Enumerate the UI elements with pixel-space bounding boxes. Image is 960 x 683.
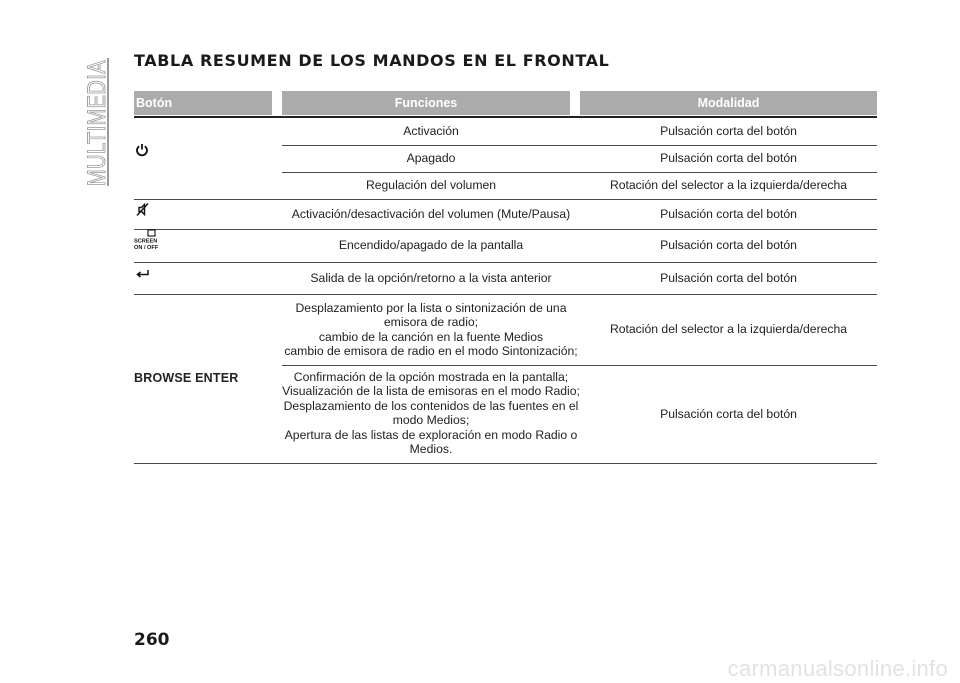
row-modalidad: Pulsación corta del botón xyxy=(580,145,877,172)
power-button-cell xyxy=(134,118,282,199)
row-modalidad: Pulsación corta del botón xyxy=(580,262,877,294)
funcion-line: Medios. xyxy=(409,442,453,456)
header-boton: Botón xyxy=(134,91,272,115)
funcion-line: cambio de la canción en la fuente Medios xyxy=(318,329,544,344)
table-body xyxy=(134,118,877,464)
row-modalidad: Pulsación corta del botón xyxy=(580,118,877,145)
table-row xyxy=(134,199,877,229)
table-row xyxy=(134,229,877,262)
page-number: 260 xyxy=(134,630,170,650)
row-modalidad: Pulsación corta del botón xyxy=(580,199,877,229)
power-icon xyxy=(135,143,149,161)
row-modalidad: Pulsación corta del botón xyxy=(580,229,877,262)
row-funcion xyxy=(282,365,580,463)
row-modalidad: Rotación del selector a la izquierda/derecha xyxy=(580,294,877,365)
mute-button-cell xyxy=(134,199,282,229)
table-row xyxy=(134,118,877,145)
screen-button-cell xyxy=(134,229,282,262)
side-section-title xyxy=(80,28,111,188)
side-divider xyxy=(107,58,109,186)
back-button-cell xyxy=(134,262,282,294)
mute-icon xyxy=(135,202,150,221)
funcion-line: Confirmación de la opción mostrada en la pantalla; xyxy=(293,369,569,384)
row-funcion: Salida de la opción/retorno a la vista anterior xyxy=(282,262,580,294)
funcion-line: modo Medios; xyxy=(392,413,470,427)
header-modalidad: Modalidad xyxy=(580,91,877,115)
funcion-line: Visualización de la lista de emisoras en el modo Radio; xyxy=(282,384,580,398)
back-arrow-icon xyxy=(135,268,151,283)
row-modalidad: Rotación del selector a la izquierda/derecha xyxy=(580,172,877,199)
screen-icon-label-top: SCREEN xyxy=(134,238,158,245)
screen-icon xyxy=(134,229,160,255)
browse-enter-cell xyxy=(134,294,282,463)
funcion-line: cambio de emisora de radio en el modo Sintonización; xyxy=(284,344,578,358)
row-funcion: Encendido/apagado de la pantalla xyxy=(282,229,580,262)
table-header xyxy=(134,91,877,115)
row-modalidad: Pulsación corta del botón xyxy=(580,365,877,463)
page-title: TABLA RESUMEN DE LOS MANDOS EN EL FRONTAL xyxy=(134,51,610,70)
watermark: carmanualsonline.info xyxy=(727,656,948,681)
row-funcion xyxy=(282,294,580,365)
row-funcion: Activación xyxy=(282,118,580,145)
row-funcion: Apagado xyxy=(282,145,580,172)
funcion-line: Desplazamiento de los contenidos de las fuentes en el xyxy=(283,398,579,413)
table-row xyxy=(134,294,877,365)
funcion-line: Desplazamiento por la lista o sintonización de una xyxy=(295,300,567,315)
row-funcion: Regulación del volumen xyxy=(282,172,580,199)
side-section-title-text: MULTIMEDIA xyxy=(83,28,111,186)
header-funciones: Funciones xyxy=(282,91,570,115)
controls-table xyxy=(134,91,877,464)
browse-enter-label: BROWSE ENTER xyxy=(134,371,239,386)
funcion-line: emisora de radio; xyxy=(383,315,479,329)
funcion-line: Apertura de las listas de exploración en modo Radio o xyxy=(284,427,578,442)
screen-icon-label-bottom: ON / OFF xyxy=(134,244,159,251)
table-row xyxy=(134,262,877,294)
row-funcion: Activación/desactivación del volumen (Mute/Pausa) xyxy=(282,199,580,229)
